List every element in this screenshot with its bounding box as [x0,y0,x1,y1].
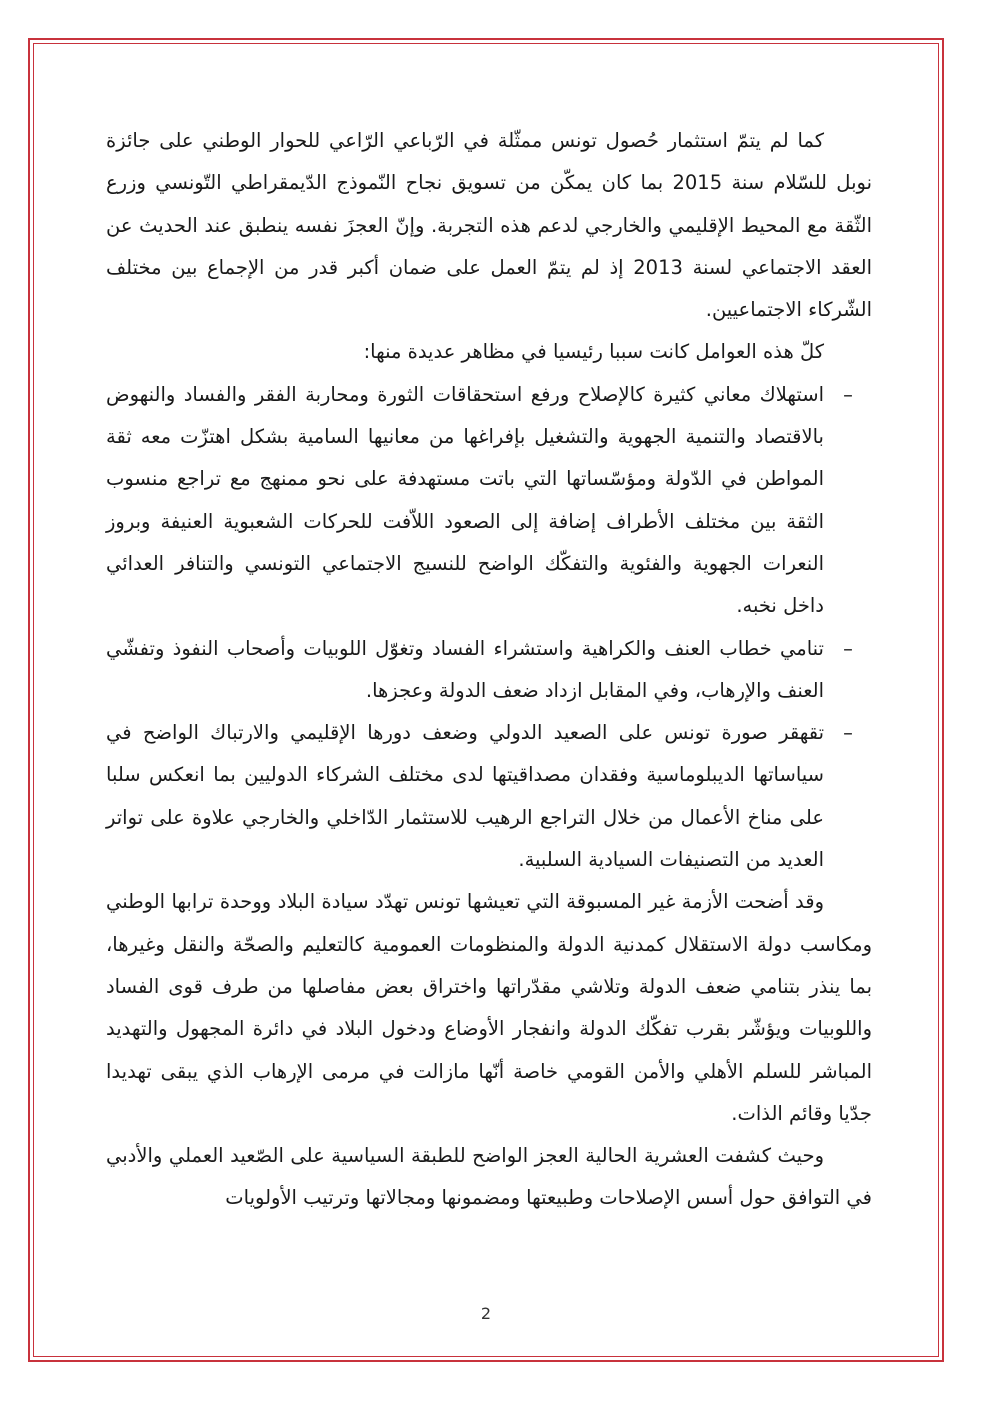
paragraph-nobel-prize: كما لم يتمّ استثمار حُصول تونس ممثّلة في الرّباعي الرّاعي للحوار الوطني على جائزة نوبل للسّلام سنة 2015 بما كان يمكّن من تسويق نجاح النّموذج الدّيمقراطي التّونسي وزرع الثّقة مع المحيط الإقليمي والخارجي لدعم هذه التجربة. وإنّ العجزَ نفسه ينطبق عند الحديث عن العقد الاجتماعي لسنة 2013 إذ لم يتمّ العمل على ضمان أكبر قدر من الإجماع بين مختلف الشّركاء الاجتماعيين. [106,129,873,322]
bullet-item [106,712,872,881]
page-number: 2 [480,1304,492,1323]
document-body [106,120,872,1220]
bullet-dash: – [843,636,853,660]
paragraph-unprecedented-crisis: وقد أضحت الأزمة غير المسبوقة التي تعيشها تونس تهدّد سيادة البلاد ووحدة ترابها الوطني ومكاسب دولة الاستقلال كمدنية الدولة والمنظومات العمومية كالتعليم والصحّة والنقل وغيرها، بما ينذر بتنامي ضعف الدولة وتلاشي مقدّراتها واختراق بعض مفاصلها من طرف قوى الفساد واللوبيات ويؤشّر بقرب تفكّك الدولة وانفجار الأوضاع ودخول البلاد في دائرة المجهول والتهديد المباشر للسلم الأهلي والأمن القومي خاصة أنّها مازالت في مرمى الإرهاب الذي يبقى تهديدا جدّيا وقائم الذات. [106,890,872,1125]
paragraph-political-failure: وحيث كشفت العشرية الحالية العجز الواضح للطبقة السياسية على الصّعيد العملي والأدبي في التوافق حول أسس الإصلاحات وطبيعتها ومضمونها ومجالاتها وترتيب الأولويات [106,1144,872,1210]
bullet-text-international-image: تقهقر صورة تونس على الصعيد الدولي وضعف دورها الإقليمي والارتباك الواضح في سياساتها الديبلوماسية وفقدان مصداقيتها لدى مختلف الشركاء الدوليين بما انعكس سلبا على مناخ الأعمال من خلال التراجع الرهيب للاستثمار الدّاخلي والخارجي علاوة على تواتر العديد من التصنيفات السيادية السلبية. [106,721,824,872]
bullet-item [106,374,872,628]
bullet-text-erosion-of-meanings: استهلاك معاني كثيرة كالإصلاح ورفع استحقاقات الثورة ومحاربة الفقر والفساد والنهوض بالاقتصاد والتنمية الجهوية والتشغيل بإفراغها من معانيها السامية بشكل اهتزّت معه ثقة المواطن في الدّولة ومؤسّساتها التي باتت مستهدفة على نحو ممنهج مع تراجع منسوب الثقة بين مختلف الأطراف إضافة إلى الصعود اللاّفت للحركات الشعبوية العنيفة وبروز النعرات الجهوية والفئوية والتفكّك الواضح للنسيج الاجتماعي التونسي والتنافر العدائي داخل نخبه. [106,382,824,618]
bullet-dash: – [843,382,853,406]
paragraph-factors-intro: كلّ هذه العوامل كانت سببا رئيسيا في مظاهر عديدة منها: [363,340,824,364]
bullet-text-violence-corruption: تنامي خطاب العنف والكراهية واستشراء الفساد وتغوّل اللوبيات وأصحاب النفوذ وتفشّي العنف والإرهاب، وفي المقابل ازداد ضعف الدولة وعجزها. [106,636,824,702]
bullet-item [106,628,872,713]
bullet-dash: – [843,721,853,745]
